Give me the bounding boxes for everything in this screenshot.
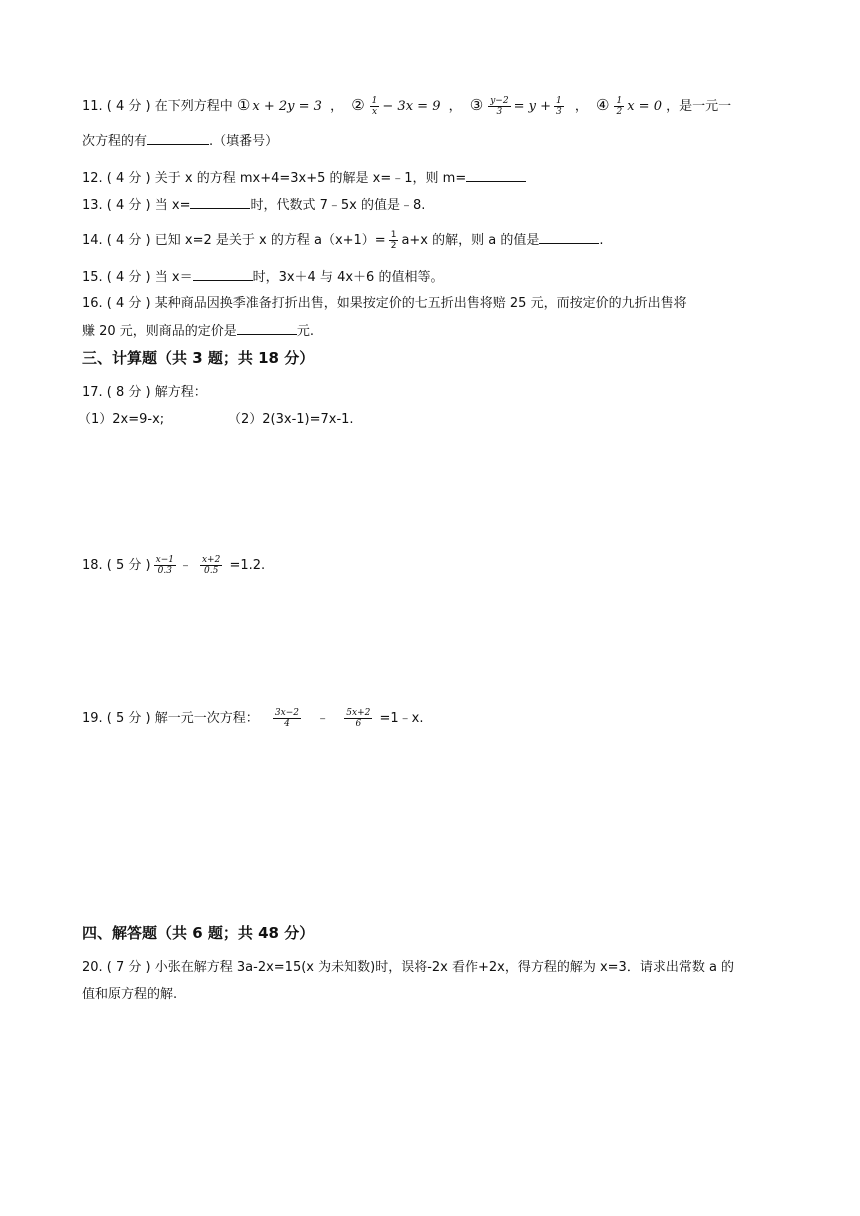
fraction: $\frac{1}{x}$: [371, 96, 378, 117]
question-17: 17. ( 8 分 ) 解方程：: [82, 385, 207, 400]
part-2: （2）2(3x-1)=7x-1.: [228, 412, 354, 427]
fraction: $\frac{1}{3}$: [555, 96, 562, 117]
question-15: 15. ( 4 分 ) 当 x＝ 时，3x＋4 与 4x＋6 的值相等。: [82, 270, 444, 285]
question-number: 15. ( 4 分 ): [82, 270, 151, 285]
equation-1: x + 2y = 3: [252, 99, 322, 114]
fraction: $\frac{1}{2}$: [616, 96, 623, 117]
fraction: $\frac{5x+2}{6}$: [346, 708, 371, 729]
question-number: 16. ( 4 分 ): [82, 296, 151, 311]
question-11-line2: 次方程的有 .（填番号）: [82, 134, 279, 149]
equation-2: − 3x = 9: [382, 99, 441, 114]
fraction: $\frac{1}{2}$: [390, 230, 397, 251]
question-number: 11. ( 4 分 ): [82, 99, 151, 114]
fraction: $\frac{y-2}{3}$: [490, 96, 509, 117]
question-number: 17. ( 8 分 ): [82, 385, 151, 400]
question-number: 18. ( 5 分 ): [82, 558, 151, 573]
question-number: 14. ( 4 分 ): [82, 233, 151, 248]
section-heading-3: 三、计算题（共 3 题；共 18 分）: [82, 349, 315, 367]
question-16-line1: 16. ( 4 分 ) 某种商品因换季准备打折出售，如果按定价的七五折出售将赔 25 元，而按定价的九折出售将: [82, 296, 687, 311]
question-20-line1: 20. ( 7 分 ) 小张在解方程 3a-2x=15(x 为未知数)时，误将-2x 看作+2x，得方程的解为 x=3．请求出常数 a 的: [82, 960, 735, 975]
question-12: 12. ( 4 分 ) 关于 x 的方程 mx+4=3x+5 的解是 x=﹣1，则 m=: [82, 169, 526, 188]
section-heading-4: 四、解答题（共 6 题；共 48 分）: [82, 924, 315, 942]
answer-blank[interactable]: [539, 231, 599, 244]
fraction: $\frac{3x-2}{4}$: [274, 708, 299, 729]
question-number: 19. ( 5 分 ): [82, 711, 151, 726]
answer-blank[interactable]: [193, 268, 253, 281]
question-18: 18. ( 5 分 ) $\frac{x-1}{0.3}$ ﹣ $\frac{x+2}{0.5}$ =1.2.: [82, 555, 266, 576]
question-14: 14. ( 4 分 ) 已知 x=2 是关于 x 的方程 a（x+1）= $\frac{1}{2}$ a+x 的解，则 a 的值是 .: [82, 230, 604, 251]
answer-blank[interactable]: [237, 322, 297, 335]
answer-blank[interactable]: [190, 196, 250, 209]
fraction: $\frac{x-1}{0.3}$: [155, 555, 174, 576]
question-number: 13. ( 4 分 ): [82, 198, 151, 213]
equation-4: x = 0: [627, 99, 662, 114]
fraction: $\frac{x+2}{0.5}$: [201, 555, 221, 576]
question-17-parts: [78, 411, 354, 429]
question-number: 12. ( 4 分 ): [82, 171, 151, 186]
equation-3: = y +: [513, 99, 551, 114]
answer-blank[interactable]: [466, 169, 526, 182]
question-20-line2: 值和原方程的解.: [82, 987, 178, 1002]
question-19: 19. ( 5 分 ) 解一元一次方程： $\frac{3x-2}{4}$ ﹣ $\frac{5x+2}{6}$ =1﹣x.: [82, 708, 424, 729]
question-16-line2: 赚 20 元，则商品的定价是 元.: [82, 324, 314, 339]
part-1: （1）2x=9-x;: [78, 412, 165, 427]
answer-blank[interactable]: [147, 132, 209, 145]
question-number: 20. ( 7 分 ): [82, 960, 151, 975]
question-13: 13. ( 4 分 ) 当 x= 时，代数式 7﹣5x 的值是﹣8.: [82, 198, 426, 213]
question-11-line1: 11. ( 4 分 ) 在下列方程中 ① x + 2y = 3 ， ② $\frac{1}{x}$ − 3x = 9 ， ③ $\frac{y-2}{3}$ = y + $\frac{1}{3}$ ， ④ $\frac{1}{2}$ x = 0 ，是一元一: [82, 96, 732, 117]
